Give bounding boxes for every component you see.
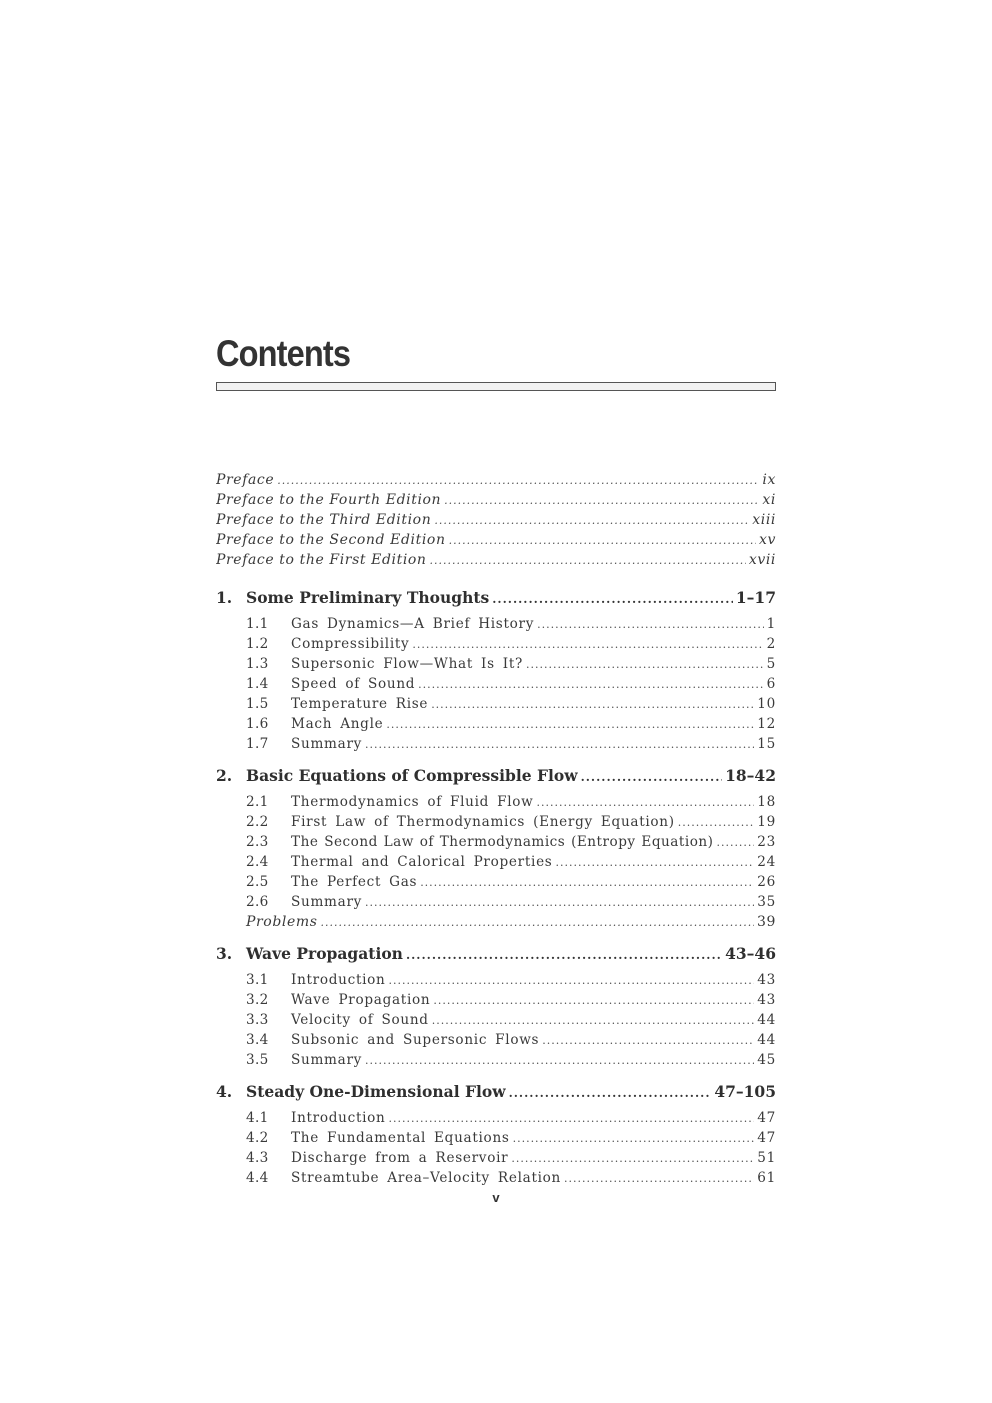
section-page: 6	[766, 676, 776, 692]
dot-leader	[716, 833, 754, 852]
dot-leader	[509, 1081, 712, 1104]
toc-section-entry[interactable]	[216, 634, 776, 654]
section-number: 1.6	[246, 716, 269, 732]
toc-section-entry[interactable]	[216, 990, 776, 1010]
page-number: v	[492, 1190, 500, 1205]
section-number: 2.5	[246, 874, 269, 890]
section-number: 1.4	[246, 676, 269, 692]
section-title: Speed of Sound	[291, 676, 416, 692]
section-number: 1.5	[246, 696, 269, 712]
section-number: 1.3	[246, 656, 269, 672]
dot-leader	[389, 971, 755, 990]
section-page: 47	[757, 1130, 776, 1146]
dot-leader	[365, 1051, 754, 1070]
chapter-heading[interactable]	[216, 764, 776, 788]
toc-section-entry[interactable]	[216, 812, 776, 832]
toc-section-entry[interactable]	[216, 654, 776, 674]
section-title: Gas Dynamics—A Brief History	[291, 616, 535, 632]
dot-leader	[277, 471, 759, 490]
entry-page: xvii	[748, 552, 776, 568]
chapter-title: Wave Propagation	[246, 944, 403, 963]
section-page: 26	[757, 874, 776, 890]
chapter-3	[216, 942, 776, 1070]
section-page: 44	[757, 1012, 776, 1028]
dot-leader	[406, 943, 722, 966]
chapter-number: 2.	[216, 766, 233, 785]
dot-leader	[537, 615, 764, 634]
section-number: 4.2	[246, 1130, 269, 1146]
dot-leader	[386, 715, 754, 734]
section-number: 4.1	[246, 1110, 269, 1126]
toc-section-entry[interactable]	[216, 1108, 776, 1128]
dot-leader	[389, 1109, 755, 1128]
preface-list	[216, 470, 776, 570]
dot-leader	[542, 1031, 754, 1050]
chapter-pages: 18–42	[725, 766, 776, 785]
toc-section-entry[interactable]	[216, 1168, 776, 1188]
section-number: 4.3	[246, 1150, 269, 1166]
toc-section-entry[interactable]	[216, 1050, 776, 1070]
entry-page: xi	[762, 492, 776, 508]
section-page: 5	[766, 656, 776, 672]
toc-section-entry[interactable]	[216, 614, 776, 634]
dot-leader	[433, 991, 754, 1010]
entry-page: xv	[758, 532, 776, 548]
section-title: Compressibility	[291, 636, 410, 652]
toc-section-entry[interactable]	[216, 674, 776, 694]
section-page: 45	[757, 1052, 776, 1068]
section-title: The Fundamental Equations	[291, 1130, 510, 1146]
section-page: 35	[757, 894, 776, 910]
toc-section-entry[interactable]	[216, 892, 776, 912]
problems-page: 39	[756, 914, 776, 930]
dot-leader	[434, 511, 749, 530]
section-title: Thermodynamics of Fluid Flow	[291, 794, 534, 810]
entry-title: Preface to the First Edition	[216, 552, 427, 568]
toc-section-entry[interactable]	[216, 1030, 776, 1050]
section-title: Streamtube Area–Velocity Relation	[291, 1170, 562, 1186]
section-number: 2.4	[246, 854, 269, 870]
section-number: 1.1	[246, 616, 269, 632]
section-number: 3.2	[246, 992, 269, 1008]
section-title: Summary	[291, 1052, 363, 1068]
section-page: 24	[757, 854, 776, 870]
section-title: Introduction	[291, 1110, 386, 1126]
section-page: 51	[757, 1150, 776, 1166]
toc-section-entry[interactable]	[216, 832, 776, 852]
toc-section-entry[interactable]	[216, 694, 776, 714]
dot-leader	[511, 1149, 754, 1168]
dot-leader	[564, 1169, 754, 1188]
section-title: Supersonic Flow—What Is It?	[291, 656, 524, 672]
section-page: 1	[766, 616, 776, 632]
section-number: 1.2	[246, 636, 269, 652]
dot-leader	[513, 1129, 755, 1148]
chapter-number: 1.	[216, 588, 233, 607]
entry-title: Preface to the Second Edition	[216, 532, 446, 548]
entry-title: Preface	[216, 472, 275, 488]
chapter-pages: 47–105	[714, 1082, 776, 1101]
section-page: 61	[757, 1170, 776, 1186]
section-number: 2.2	[246, 814, 269, 830]
toc-problems-entry[interactable]	[216, 912, 776, 932]
section-page: 43	[757, 972, 776, 988]
chapter-title: Some Preliminary Thoughts	[246, 588, 490, 607]
section-page: 2	[766, 636, 776, 652]
dot-leader	[556, 853, 755, 872]
dot-leader	[432, 1011, 755, 1030]
chapter-number: 4.	[216, 1082, 233, 1101]
section-number: 3.1	[246, 972, 269, 988]
toc-section-entry[interactable]	[216, 872, 776, 892]
entry-title: Preface to the Fourth Edition	[216, 492, 442, 508]
dot-leader	[431, 695, 754, 714]
section-title: Discharge from a Reservoir	[291, 1150, 509, 1166]
toc-section-entry[interactable]	[216, 1148, 776, 1168]
toc-preface-entry[interactable]	[216, 510, 776, 530]
chapter-2	[216, 764, 776, 932]
chapter-4	[216, 1080, 776, 1188]
dot-leader	[430, 551, 746, 570]
section-page: 47	[757, 1110, 776, 1126]
dot-leader	[449, 531, 756, 550]
section-title: Mach Angle	[291, 716, 384, 732]
section-number: 3.5	[246, 1052, 269, 1068]
section-number: 2.1	[246, 794, 269, 810]
chapter-pages: 1–17	[735, 588, 776, 607]
chapter-1	[216, 586, 776, 754]
dot-leader	[365, 893, 754, 912]
entry-title: Preface to the Third Edition	[216, 512, 432, 528]
section-title: The Second Law of Thermodynamics (Entropy Equation)	[291, 834, 714, 850]
dot-leader	[412, 635, 763, 654]
section-title: Thermal and Calorical Properties	[291, 854, 553, 870]
section-page: 18	[757, 794, 776, 810]
dot-leader	[526, 655, 764, 674]
toc-preface-entry[interactable]	[216, 550, 776, 570]
section-page: 15	[757, 736, 776, 752]
chapter-title: Basic Equations of Compressible Flow	[246, 766, 578, 785]
section-page: 10	[757, 696, 776, 712]
chapter-pages: 43–46	[725, 944, 776, 963]
section-page: 12	[757, 716, 776, 732]
dot-leader	[581, 765, 723, 788]
chapter-heading[interactable]	[216, 1080, 776, 1104]
chapter-title: Steady One-Dimensional Flow	[246, 1082, 506, 1101]
dot-leader	[420, 873, 754, 892]
section-page: 44	[757, 1032, 776, 1048]
section-title: Summary	[291, 894, 363, 910]
toc-section-entry[interactable]	[216, 714, 776, 734]
chapter-number: 3.	[216, 944, 233, 963]
section-title: Velocity of Sound	[291, 1012, 429, 1028]
section-page: 43	[757, 992, 776, 1008]
section-title: Wave Propagation	[291, 992, 431, 1008]
title-rule	[216, 382, 776, 391]
section-title: Subsonic and Supersonic Flows	[291, 1032, 540, 1048]
problems-title: Problems	[246, 914, 318, 930]
dot-leader	[365, 735, 754, 754]
toc-preface-entry[interactable]	[216, 490, 776, 510]
toc-section-entry[interactable]	[216, 1010, 776, 1030]
toc-preface-entry[interactable]	[216, 470, 776, 490]
section-title: First Law of Thermodynamics (Energy Equation)	[291, 814, 675, 830]
dot-leader	[536, 793, 754, 812]
section-page: 23	[757, 834, 776, 850]
chapter-heading[interactable]	[216, 942, 776, 966]
section-number: 1.7	[246, 736, 269, 752]
section-number: 2.6	[246, 894, 269, 910]
toc-preface-entry[interactable]	[216, 530, 776, 550]
table-of-contents	[216, 470, 776, 1198]
toc-section-entry[interactable]	[216, 852, 776, 872]
toc-section-entry[interactable]	[216, 734, 776, 754]
entry-page: xiii	[752, 512, 776, 528]
toc-section-entry[interactable]	[216, 792, 776, 812]
toc-section-entry[interactable]	[216, 1128, 776, 1148]
section-title: Temperature Rise	[291, 696, 429, 712]
dot-leader	[678, 813, 755, 832]
section-title: Summary	[291, 736, 363, 752]
dot-leader	[418, 675, 763, 694]
section-number: 3.4	[246, 1032, 269, 1048]
section-page: 19	[757, 814, 776, 830]
entry-page: ix	[762, 472, 776, 488]
section-number: 2.3	[246, 834, 269, 850]
dot-leader	[492, 587, 733, 610]
section-title: Introduction	[291, 972, 386, 988]
toc-section-entry[interactable]	[216, 970, 776, 990]
chapter-heading[interactable]	[216, 586, 776, 610]
section-number: 3.3	[246, 1012, 269, 1028]
section-number: 4.4	[246, 1170, 269, 1186]
dot-leader	[321, 913, 754, 932]
dot-leader	[444, 491, 759, 510]
page-title: Contents	[216, 333, 351, 374]
section-title: The Perfect Gas	[291, 874, 418, 890]
